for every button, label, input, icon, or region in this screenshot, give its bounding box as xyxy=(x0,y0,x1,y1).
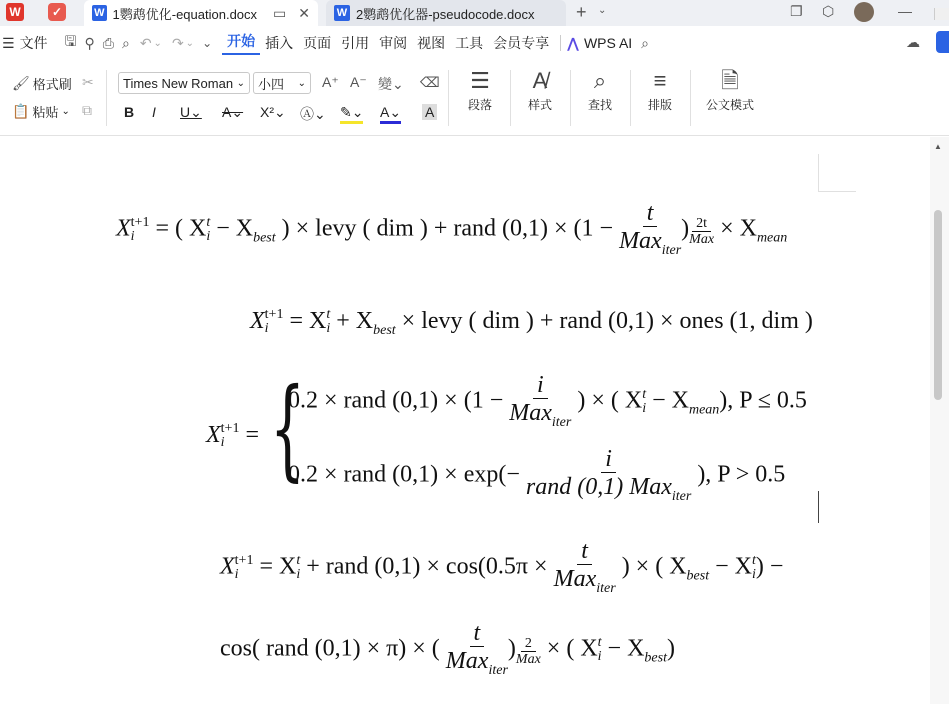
equation-3-case1: 0.2 × rand (0,1) × (1 − $\frac{i}{Max_{iter}}$ ) × ( X t i − $X_{mean}$), P ≤ 0.5 xyxy=(288,372,807,431)
official-doc-icon: 🗎 xyxy=(721,68,739,93)
divider xyxy=(690,70,691,126)
menu-tools[interactable]: 工具 xyxy=(455,35,484,51)
print-icon[interactable]: ⎙ xyxy=(102,34,114,51)
paste-button[interactable]: 📋 粘贴 ⌄ xyxy=(12,103,70,120)
tab-bar xyxy=(0,0,949,26)
divider xyxy=(560,35,561,51)
search-icon[interactable]: ⌕ xyxy=(641,34,650,51)
maximize-icon[interactable] xyxy=(934,8,949,20)
menu-review[interactable]: 审阅 xyxy=(379,35,408,51)
print-preview-icon[interactable]: ⌕ xyxy=(121,34,130,51)
divider xyxy=(510,70,511,126)
share-button[interactable] xyxy=(936,31,949,53)
copy-icon[interactable]: ⧉ xyxy=(82,102,92,118)
redo-icon[interactable]: ↷ xyxy=(171,34,184,51)
paragraph-button[interactable]: ☰ 段落 xyxy=(467,68,492,112)
cube-icon[interactable]: ⬡ xyxy=(822,3,835,19)
paragraph-icon: ☰ xyxy=(470,68,490,93)
menu-reference[interactable]: 引用 xyxy=(341,35,370,51)
share-icon[interactable]: ⚲ xyxy=(84,34,95,51)
divider xyxy=(448,70,449,126)
search-icon: ⌕ xyxy=(593,68,607,93)
scroll-up-icon[interactable]: ▲ xyxy=(934,142,942,151)
font-shrink-icon[interactable]: A⁻ xyxy=(350,74,367,90)
find-button[interactable]: ⌕ 查找 xyxy=(587,68,612,112)
save-icon[interactable]: 🖫 xyxy=(64,33,77,49)
chevron-down-icon[interactable]: ⌄ xyxy=(598,5,607,16)
minimize-icon[interactable]: — xyxy=(898,3,912,19)
menu-wps-ai[interactable]: WPS AI xyxy=(583,35,633,51)
scrollbar-thumb[interactable] xyxy=(934,210,942,400)
official-mode-button[interactable]: 🗎 公文模式 xyxy=(705,68,754,112)
format-painter-button[interactable]: 🖌 格式刷 xyxy=(12,75,72,92)
word-doc-icon: W xyxy=(334,5,350,21)
clipboard-icon: 📋 xyxy=(12,103,30,119)
wps-logo-icon[interactable]: W xyxy=(6,3,24,21)
menu-insert[interactable]: 插入 xyxy=(265,35,294,51)
text-cursor xyxy=(818,491,819,523)
strikethrough-icon[interactable]: A⌄ xyxy=(222,104,244,120)
superscript-icon[interactable]: X²⌄ xyxy=(260,104,286,120)
tab-pseudocode-doc[interactable] xyxy=(326,0,566,26)
wps-ai-icon[interactable]: ⋀ xyxy=(567,34,579,51)
tab-title: 2鹦鹉优化器-pseudocode.docx xyxy=(356,6,535,22)
cloud-upload-icon[interactable]: ☁ xyxy=(906,34,920,50)
menu-start[interactable]: 开始 xyxy=(222,31,260,55)
underline-icon[interactable]: U⌄ xyxy=(180,104,202,120)
font-name-select[interactable]: Times New Roman ⌄ xyxy=(118,72,250,94)
font-color-icon[interactable]: A⌄ xyxy=(380,104,401,124)
tab-title: 1鹦鹉优化-equation.docx xyxy=(112,6,258,22)
undo-dropdown-icon[interactable]: ⌄ xyxy=(153,37,162,49)
menu-file[interactable]: 文件 xyxy=(19,35,48,51)
italic-icon[interactable]: I xyxy=(152,104,156,120)
style-button[interactable]: A̸ 样式 xyxy=(527,68,552,112)
undo-icon[interactable]: ↶ xyxy=(139,34,152,51)
style-icon: A̸ xyxy=(532,68,548,93)
text-effect-icon[interactable]: Ⓐ⌄ xyxy=(300,106,326,122)
menu-view[interactable]: 视图 xyxy=(417,35,446,51)
layout-icon: ≡ xyxy=(653,68,667,93)
menu-bar xyxy=(0,28,949,58)
pdf-app-icon[interactable]: ✓ xyxy=(48,3,66,21)
ribbon-toolbar xyxy=(0,62,949,136)
word-doc-icon: W xyxy=(92,5,107,21)
window-restore-icon[interactable]: ❐ xyxy=(790,3,803,19)
brush-icon: 🖌 xyxy=(12,75,30,91)
page-margin-marker xyxy=(818,154,856,192)
char-shading-icon[interactable]: A xyxy=(422,104,437,120)
divider xyxy=(106,70,107,126)
menu-page[interactable]: 页面 xyxy=(303,35,332,51)
close-icon[interactable]: ✕ xyxy=(298,4,310,21)
avatar[interactable] xyxy=(854,2,874,22)
equation-3-case2: 0.2 × rand (0,1) × exp(− $\frac{i}{rand (0,1) Max_{iter}}$ ), P > 0.5 xyxy=(288,446,786,505)
equation-4: X t+1 i = X t i + rand (0,1) × cos(0.5π × $\frac{t}{Max_{iter}}$ ) × ( $X_{best} - X$ t i ) − xyxy=(220,538,784,597)
equation-5: cos( rand (0,1) × π) × ( $\frac{t}{Max_{iter}}$ ) $\frac{2}{\text{Max}}$ × ( X t i − $X_{best}$) xyxy=(220,620,675,679)
equation-3-lhs: X t+1 i = xyxy=(206,421,260,451)
layout-button[interactable]: ≡ 排版 xyxy=(647,68,672,112)
tab-equation-doc[interactable] xyxy=(84,0,318,26)
piecewise-brace: { xyxy=(270,364,305,492)
equation-1: X t+1 i = ( X t i − $X_{best}$ ) × levy ( dim ) + rand (0,1) × (1 − $\frac{t}{Max_{iter}}$ ) $\frac{2t}{\text{Max}}$ × $X_{mean}$ xyxy=(116,200,788,259)
eraser-icon[interactable]: ⌫ xyxy=(420,74,440,90)
phonetic-guide-icon[interactable]: 變⌄ xyxy=(378,76,404,92)
redo-dropdown-icon[interactable]: ⌄ xyxy=(185,37,195,49)
more-dropdown-icon[interactable]: ⌄ xyxy=(202,36,213,50)
equation-2: X t+1 i = X t i + $X_{best}$ × levy ( dim ) + rand (0,1) × ones (1, dim ) xyxy=(250,307,813,338)
divider xyxy=(570,70,571,126)
highlight-icon[interactable]: ✎⌄ xyxy=(340,104,363,124)
font-size-select[interactable]: 小四 ⌄ xyxy=(253,72,311,94)
bold-icon[interactable]: B xyxy=(124,104,135,120)
divider xyxy=(630,70,631,126)
menu-member[interactable]: 会员专享 xyxy=(493,35,550,51)
monitor-icon[interactable]: ▭ xyxy=(273,4,287,21)
menu-icon[interactable]: ☰ xyxy=(2,34,15,51)
cut-icon[interactable]: ✂ xyxy=(82,74,94,90)
font-grow-icon[interactable]: A⁺ xyxy=(322,74,339,90)
new-tab-button[interactable]: + xyxy=(576,2,587,22)
